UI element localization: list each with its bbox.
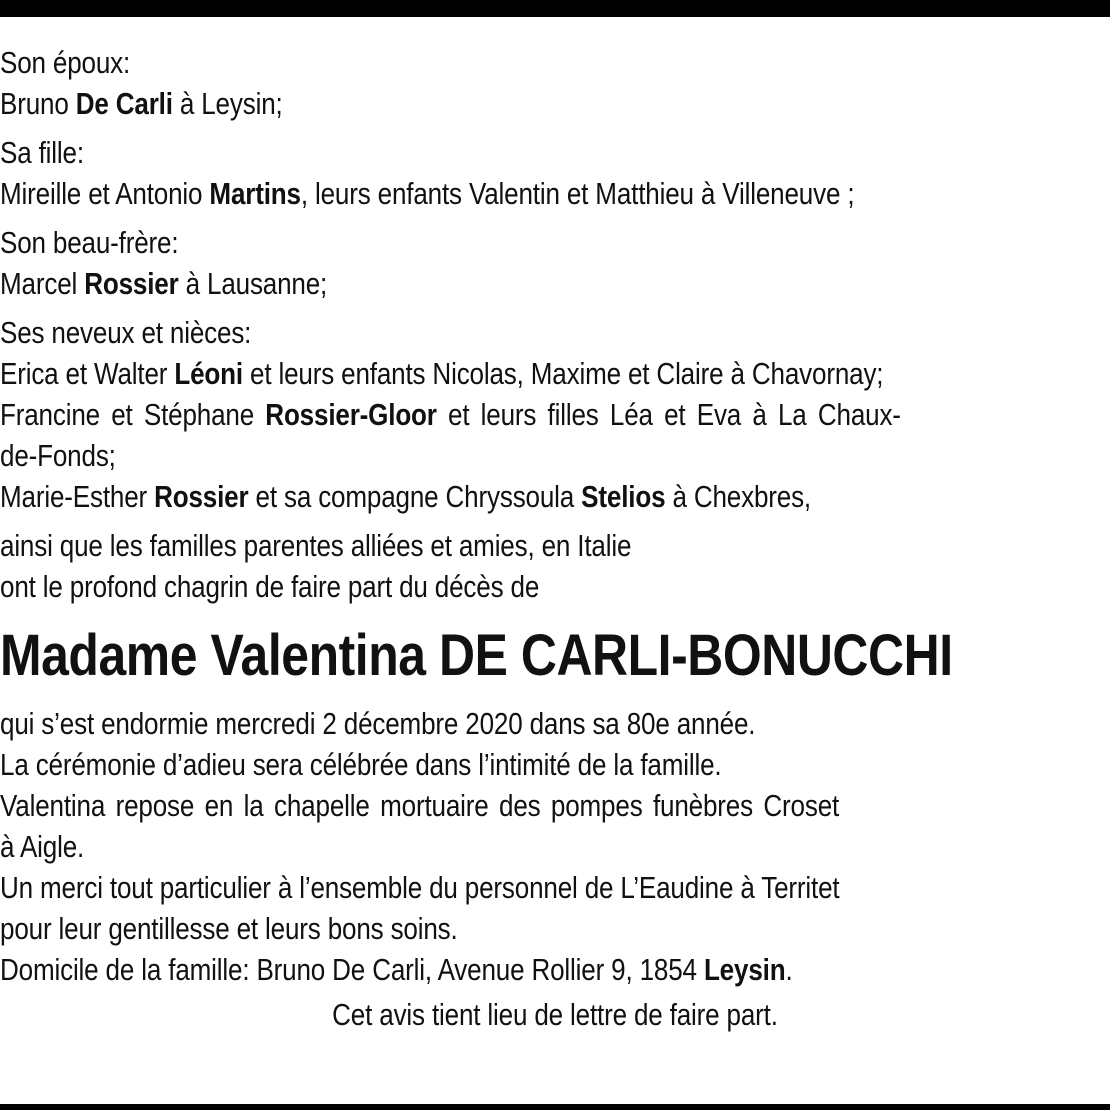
- spouse-line: [0, 83, 932, 124]
- obituary-notice: [0, 42, 1110, 1035]
- surname: Rossier: [84, 266, 179, 301]
- text: et sa compagne Chryssoula: [248, 479, 582, 514]
- body-line-4b: pour leur gentillesse et leurs bons soins.: [0, 911, 458, 946]
- text: à Lausanne;: [178, 266, 328, 301]
- deceased-name: Madame Valentina DE CARLI-BONUCCHI: [0, 623, 953, 688]
- daughter-label: Sa fille:: [0, 135, 84, 170]
- daughter-line: [0, 173, 932, 214]
- nephews-nieces-line-3: [0, 476, 932, 517]
- surname: Rossier-Gloor: [265, 397, 437, 432]
- nephews-nieces-line-2b: de-Fonds;: [0, 438, 116, 473]
- families-line-1: ainsi que les familles parentes alliées et amies, en Italie: [0, 528, 632, 563]
- surname: Stelios: [581, 479, 666, 514]
- text: .: [785, 952, 793, 987]
- text: à Chexbres,: [665, 479, 812, 514]
- brother-in-law-line: [0, 263, 932, 304]
- town: Leysin: [703, 952, 786, 987]
- body-line-5: [0, 949, 932, 990]
- body-line-2: La cérémonie d’adieu sera célébrée dans l’intimité de la famille.: [0, 747, 722, 782]
- text: Erica et Walter: [0, 356, 175, 391]
- text: , leurs enfants Valentin et Matthieu à Villeneuve ;: [300, 176, 855, 211]
- nephews-nieces-line-1: [0, 353, 932, 394]
- text: et leurs enfants Nicolas, Maxime et Claire à Chavornay;: [242, 356, 884, 391]
- spouse-label: Son époux:: [0, 45, 131, 80]
- body-line-4: Un merci tout particulier à l’ensemble du personnel de L’Eaudine à Territet: [0, 870, 840, 905]
- nephews-nieces-label: Ses neveux et nièces:: [0, 315, 252, 350]
- text: Bruno: [0, 86, 76, 121]
- text: Domicile de la famille: Bruno De Carli, Avenue Rollier 9, 1854: [0, 952, 704, 987]
- surname: Martins: [209, 176, 301, 211]
- top-border-rule: [0, 0, 1110, 17]
- text: Mireille et Antonio: [0, 176, 210, 211]
- body-line-3: Valentina repose en la chapelle mortuaire des pompes funèbres Croset: [0, 788, 840, 823]
- closing-note: Cet avis tient lieu de lettre de faire part.: [332, 997, 778, 1032]
- bottom-border-rule: [0, 1104, 1110, 1110]
- surname: De Carli: [75, 86, 173, 121]
- nephews-nieces-line-2: [0, 394, 932, 435]
- text: Marcel: [0, 266, 85, 301]
- brother-in-law-label: Son beau-frère:: [0, 225, 179, 260]
- surname: Rossier: [154, 479, 249, 514]
- body-line-1: qui s’est endormie mercredi 2 décembre 2020 dans sa 80e année.: [0, 706, 756, 741]
- text: Francine et Stéphane: [0, 397, 266, 432]
- surname: Léoni: [174, 356, 243, 391]
- families-line-2: ont le profond chagrin de faire part du décès de: [0, 569, 540, 604]
- text: à Leysin;: [172, 86, 283, 121]
- text: Marie-Esther: [0, 479, 155, 514]
- text: et leurs filles Léa et Eva à La Chaux-: [436, 397, 901, 432]
- body-line-3b: à Aigle.: [0, 829, 85, 864]
